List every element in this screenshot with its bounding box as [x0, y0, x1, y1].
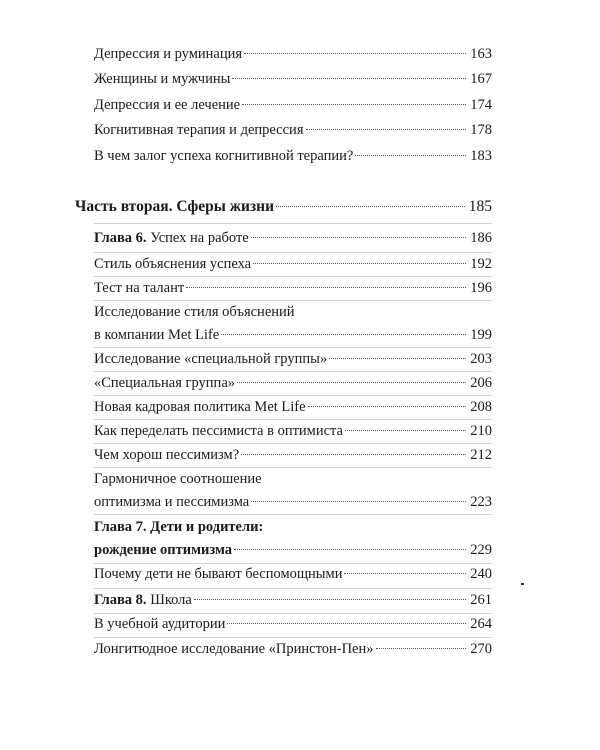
section-divider: [94, 588, 492, 589]
chapter-heading: [94, 590, 492, 610]
entry-divider: [94, 467, 492, 468]
toc-entry: [94, 397, 492, 417]
entry-title: Почему дети не бывают беспомощными: [94, 566, 343, 582]
chapter-label: Глава 8.: [94, 592, 147, 608]
entry-divider: [94, 347, 492, 348]
entry-divider: [94, 395, 492, 396]
dot-leader: [234, 549, 466, 550]
entry-divider: [94, 443, 492, 444]
entry-title: «Специальная группа»: [94, 375, 235, 391]
toc-entry: [94, 614, 492, 634]
entry-divider: [94, 276, 492, 277]
entry-page: 167: [470, 71, 492, 87]
chapter-label: Глава 6.: [94, 230, 147, 246]
entry-page: 223: [470, 494, 492, 510]
chapter-name: Школа: [150, 592, 192, 608]
entry-title: Депрессия и руминация: [94, 46, 243, 62]
entry-title: В чем залог успеха когнитивной терапии?: [94, 148, 354, 164]
entry-title: Депрессия и ее лечение: [94, 97, 241, 113]
chapter-title: рождение оптимизма: [94, 542, 232, 558]
dot-leader: [221, 334, 466, 335]
dot-leader: [244, 53, 466, 54]
entry-title: в компании Met Life: [94, 327, 220, 343]
chapter-page: 229: [470, 542, 492, 558]
toc-entry: [94, 373, 492, 393]
entry-page: 264: [470, 616, 492, 632]
entry-page: 199: [470, 327, 492, 343]
part-page: 185: [468, 198, 492, 215]
dot-leader: [306, 129, 467, 130]
entry-page: 196: [470, 280, 492, 296]
toc-entry: [94, 95, 492, 115]
toc-entry: [94, 120, 492, 140]
dot-leader: [186, 287, 466, 288]
dot-leader: [241, 454, 466, 455]
entry-title: Когнитивная терапия и депрессия: [94, 122, 304, 138]
chapter-heading: [94, 517, 492, 560]
chapter-page: 261: [470, 592, 492, 608]
entry-page: 270: [470, 641, 492, 657]
dot-leader: [253, 263, 466, 264]
dot-leader: [329, 358, 466, 359]
dot-leader: [355, 155, 466, 156]
dot-leader: [227, 623, 466, 624]
dot-leader: [251, 501, 466, 502]
entry-divider: [94, 300, 492, 301]
section-divider: [94, 514, 492, 515]
entry-divider: [94, 637, 492, 638]
entry-page: 163: [470, 46, 492, 62]
entry-title-line1: Гармоничное соотношение: [94, 471, 262, 487]
dot-leader: [376, 648, 467, 649]
entry-title: Стиль объяснения успеха: [94, 256, 252, 272]
dot-leader: [194, 599, 466, 600]
toc-entry: [94, 254, 492, 274]
print-mark: [521, 583, 524, 585]
toc-entry: [94, 421, 492, 441]
entry-page: 183: [470, 148, 492, 164]
entry-page: 206: [470, 375, 492, 391]
dot-leader: [344, 573, 466, 574]
toc-entry: [94, 69, 492, 89]
section-divider: [94, 223, 492, 224]
dot-leader: [251, 237, 467, 238]
entry-title: Женщины и мужчины: [94, 71, 231, 87]
entry-title: Лонгитюдное исследование «Принстон-Пен»: [94, 641, 374, 657]
toc-entry: [94, 469, 492, 512]
entry-title: Как переделать пессимиста в оптимиста: [94, 423, 343, 439]
toc-entry: [94, 445, 492, 465]
entry-title: В учебной аудитории: [94, 616, 226, 632]
chapter-title: [94, 228, 249, 248]
entry-divider: [94, 252, 492, 253]
part-title: Часть вторая. Сферы жизни: [75, 198, 274, 215]
entry-divider: [94, 419, 492, 420]
entry-page: 203: [470, 351, 492, 367]
dot-leader: [345, 430, 466, 431]
entry-title: Новая кадровая политика Met Life: [94, 399, 306, 415]
chapter-title: [94, 590, 192, 610]
dot-leader: [232, 78, 466, 79]
toc-entry: [94, 146, 492, 166]
toc-entry: [94, 44, 492, 64]
entry-page: 174: [470, 97, 492, 113]
dot-leader: [242, 104, 466, 105]
toc-entry: [94, 564, 492, 584]
entry-title-line1: Исследование стиля объяснений: [94, 304, 295, 320]
entry-page: 240: [470, 566, 492, 582]
dot-leader: [308, 406, 467, 407]
entry-divider: [94, 371, 492, 372]
toc-entry: [94, 302, 492, 345]
entry-title: Чем хорош пессимизм?: [94, 447, 240, 463]
entry-page: 210: [470, 423, 492, 439]
entry-page: 178: [470, 122, 492, 138]
entry-page: 208: [470, 399, 492, 415]
toc-entry: [94, 349, 492, 369]
entry-title: Исследование «специальной группы»: [94, 351, 328, 367]
entry-page: 192: [470, 256, 492, 272]
toc-entry: [94, 639, 492, 659]
chapter-name: Успех на работе: [150, 230, 249, 246]
entry-title: Тест на талант: [94, 280, 185, 296]
entry-title: оптимизма и пессимизма: [94, 494, 250, 510]
dot-leader: [276, 206, 465, 207]
chapter-heading: [94, 228, 492, 248]
part-heading: [75, 197, 492, 217]
chapter-page: 186: [470, 230, 492, 246]
dot-leader: [237, 382, 466, 383]
entry-page: 212: [470, 447, 492, 463]
toc-entry: [94, 278, 492, 298]
chapter-title-line1: Глава 7. Дети и родители:: [94, 519, 264, 535]
